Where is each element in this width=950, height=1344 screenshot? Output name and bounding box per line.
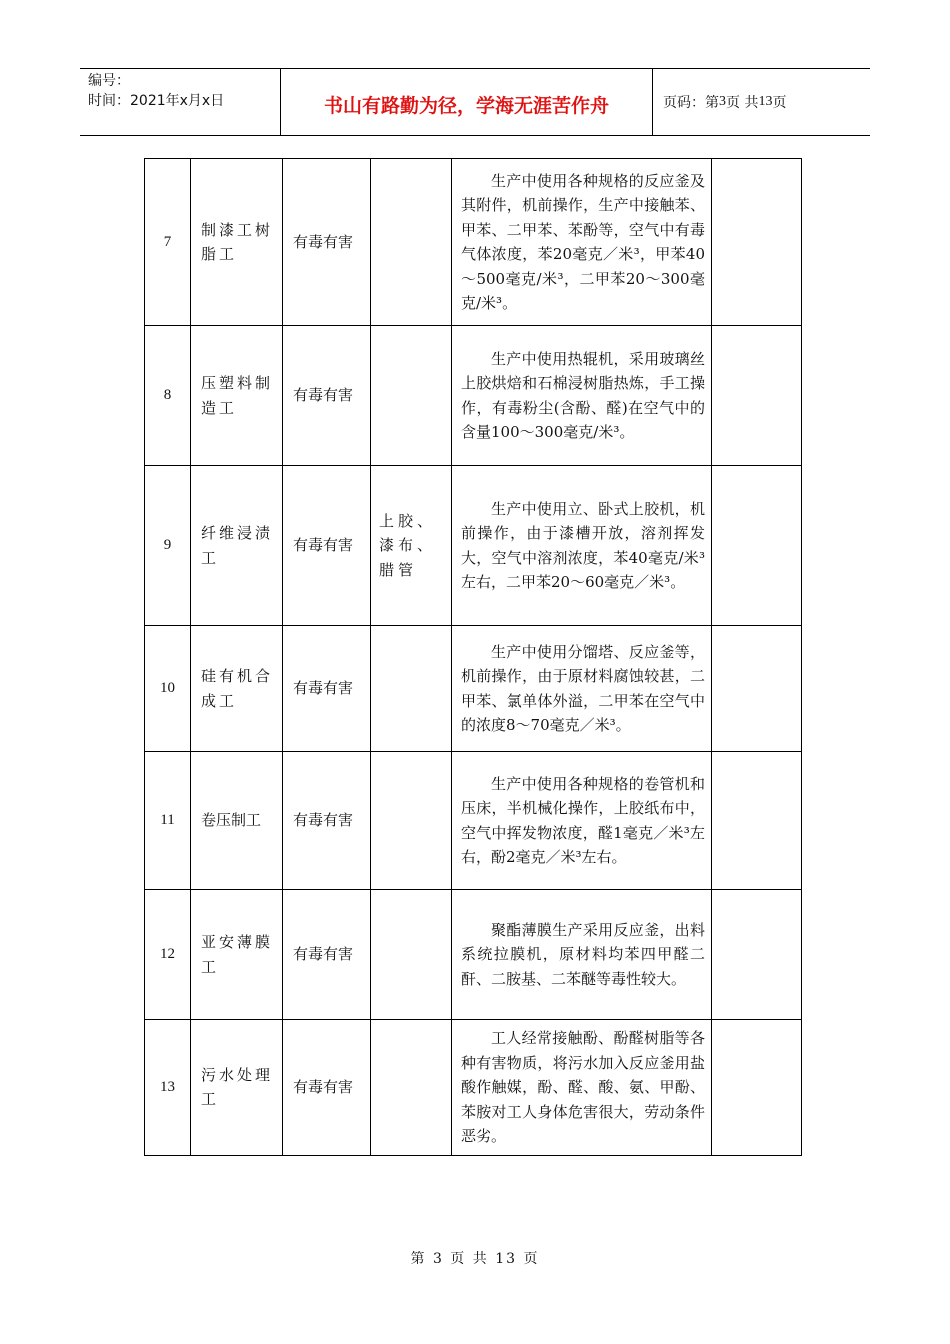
work-description: 生产中使用各种规格的卷管机和压床，半机械化操作，上胶纸布中，空气中挥发物浓度，醛1毫克／米³左右，酚2毫克／米³左右。 [452, 752, 712, 890]
hazard-type: 有毒有害 [283, 752, 371, 890]
occupation-hazard-table [144, 158, 802, 1156]
page-prefix: 页码：第 [663, 95, 719, 111]
hazard-type: 有毒有害 [283, 159, 371, 326]
work-description: 生产中使用各种规格的反应釜及其附件，机前操作，生产中接触苯、甲苯、二甲苯、苯酚等，空气中有毒气体浓度，苯20毫克／米³，甲苯40～500毫克/米³，二甲苯20～300毫克/米³。 [452, 159, 712, 326]
remarks [712, 159, 802, 326]
job-title: 硅有机合成工 [191, 626, 283, 752]
job-title: 污水处理工 [191, 1020, 283, 1156]
remarks [712, 890, 802, 1020]
job-title: 压塑料制造工 [191, 326, 283, 466]
work-description: 生产中使用立、卧式上胶机，机前操作，由于漆槽开放，溶剂挥发大，空气中溶剂浓度，苯40毫克/米³左右，二甲苯20～60毫克／米³。 [452, 466, 712, 626]
header-motto: 书山有路勤为径，学海无涯苦作舟 [281, 69, 653, 135]
job-title: 纤维浸渍工 [191, 466, 283, 626]
work-description: 生产中使用热辊机，采用玻璃丝上胶烘焙和石棉浸树脂热炼，手工操作，有毒粉尘(含酚、醛)在空气中的含量100～300毫克/米³。 [452, 326, 712, 466]
table-row [145, 466, 802, 626]
serial-label: 编号： [88, 73, 130, 89]
process [371, 1020, 452, 1156]
job-title: 制漆工树脂工 [191, 159, 283, 326]
page-footer: 第 3 页 共 13 页 [410, 1251, 540, 1267]
row-number: 7 [145, 159, 191, 326]
hazard-type: 有毒有害 [283, 326, 371, 466]
time-label: 时间：2021年x月x日 [88, 93, 225, 109]
table-row [145, 890, 802, 1020]
row-number: 11 [145, 752, 191, 890]
row-number: 12 [145, 890, 191, 1020]
job-title: 亚安薄膜工 [191, 890, 283, 1020]
row-number: 9 [145, 466, 191, 626]
hazard-type: 有毒有害 [283, 890, 371, 1020]
table-row [145, 159, 802, 326]
work-description: 工人经常接触酚、酚醛树脂等各种有害物质，将污水加入反应釜用盐酸作触媒，酚、醛、酸、氨、甲酚、苯胺对工人身体危害很大，劳动条件恶劣。 [452, 1020, 712, 1156]
remarks [712, 1020, 802, 1156]
remarks [712, 466, 802, 626]
row-number: 10 [145, 626, 191, 752]
hazard-type: 有毒有害 [283, 626, 371, 752]
row-number: 13 [145, 1020, 191, 1156]
remarks [712, 752, 802, 890]
page-mid: 页 共 [726, 95, 759, 111]
table-row [145, 626, 802, 752]
hazard-type: 有毒有害 [283, 466, 371, 626]
hazard-type: 有毒有害 [283, 1020, 371, 1156]
job-title: 卷压制工 [191, 752, 283, 890]
page-total: 13 [758, 94, 773, 109]
table-row [145, 752, 802, 890]
page-suffix: 页 [772, 95, 787, 111]
page-current: 3 [719, 94, 726, 109]
header-info [80, 69, 281, 135]
process: 上胶、漆布、腊管 [371, 466, 452, 626]
process [371, 159, 452, 326]
remarks [712, 326, 802, 466]
work-description: 聚酯薄膜生产采用反应釜，出料系统拉膜机，原材料均苯四甲醛二酐、二胺基、二苯醚等毒性较大。 [452, 890, 712, 1020]
remarks [712, 626, 802, 752]
page-header [80, 68, 870, 136]
row-number: 8 [145, 326, 191, 466]
process [371, 890, 452, 1020]
work-description: 生产中使用分馏塔、反应釜等，机前操作，由于原材料腐蚀较甚，二甲苯、氯单体外溢，二甲苯在空气中的浓度8～70毫克／米³。 [452, 626, 712, 752]
header-page-number [653, 69, 870, 135]
process [371, 326, 452, 466]
table-row [145, 1020, 802, 1156]
process [371, 752, 452, 890]
table-row [145, 326, 802, 466]
process [371, 626, 452, 752]
